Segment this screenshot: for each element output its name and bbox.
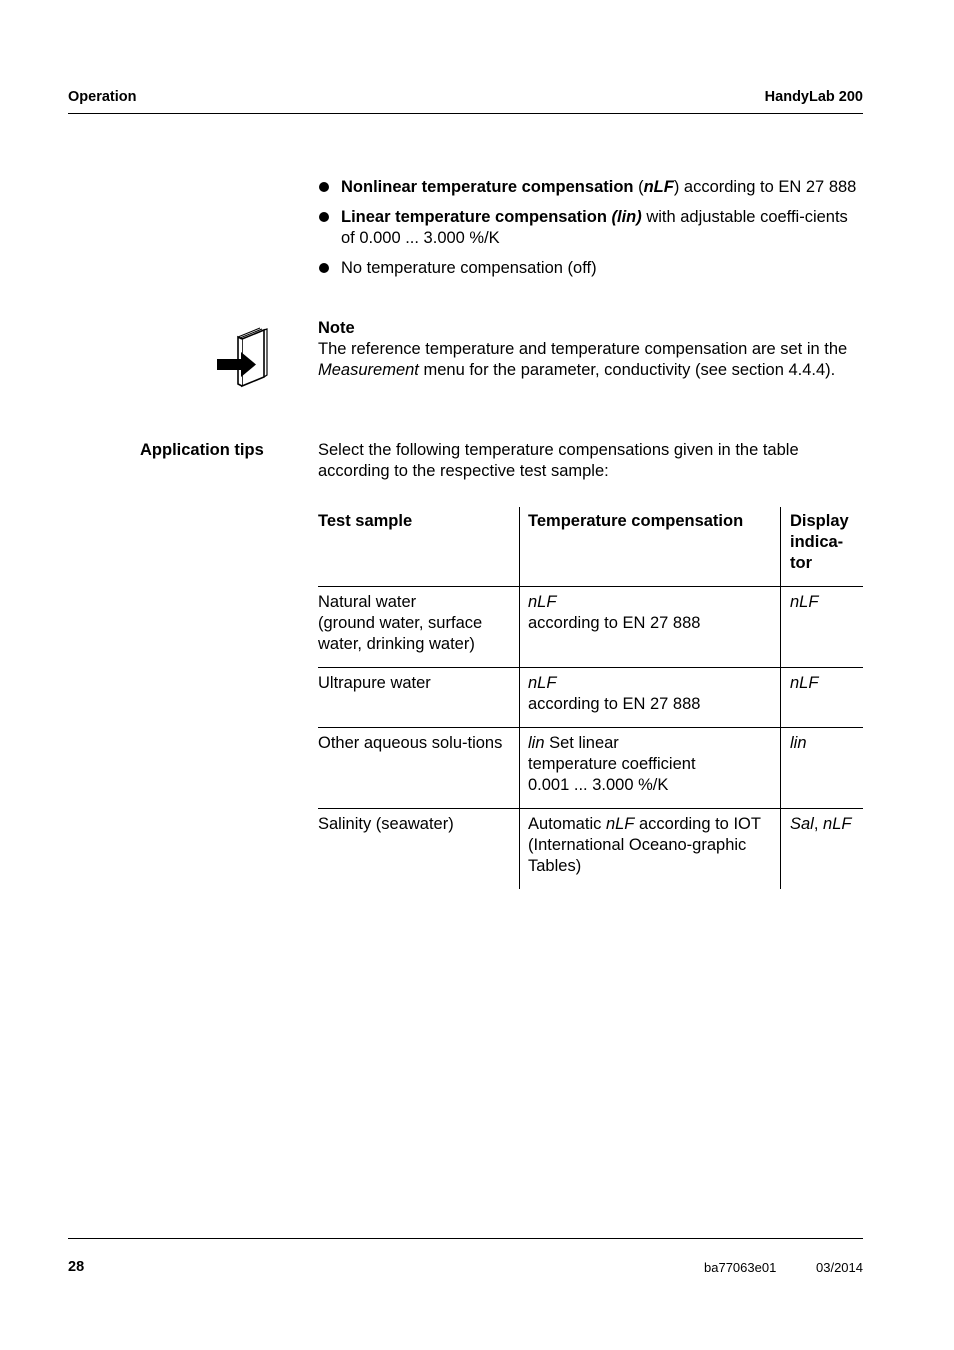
- list-item-text: with adjustable coeffi-cients of 0.000 ... 3.000 %/K: [341, 208, 848, 247]
- table-row: [318, 728, 863, 809]
- list-item: [318, 177, 863, 198]
- header-rule: [68, 113, 863, 114]
- cell-display: lin: [781, 728, 864, 809]
- application-tips-heading: Application tips: [140, 441, 264, 459]
- table-row: [318, 809, 863, 890]
- compensation-options-list: [318, 177, 863, 288]
- cell-compensation: lin Set linear temperature coefficient 0.001 ... 3.000 %/K: [520, 728, 781, 809]
- column-header-compensation: Temperature compensation: [520, 507, 781, 587]
- display-code: (lin): [611, 208, 642, 226]
- list-item-bold: Linear temperature compensation: [341, 208, 607, 226]
- cell-test-sample: Ultrapure water: [318, 668, 520, 728]
- menu-name: Measurement: [318, 361, 419, 379]
- column-header-display: Display indica-tor: [781, 507, 864, 587]
- document-date: 03/2014: [816, 1260, 863, 1275]
- cell-display: nLF: [781, 668, 864, 728]
- table-row: [318, 668, 863, 728]
- table-row: [318, 587, 863, 668]
- running-header-section: Operation: [68, 89, 137, 105]
- cell-compensation: nLF according to EN 27 888: [520, 668, 781, 728]
- list-item: [318, 207, 863, 249]
- cell-test-sample: Salinity (seawater): [318, 815, 454, 833]
- list-item: [318, 258, 863, 279]
- list-item-text: ) according to EN 27 888: [673, 178, 857, 196]
- note-text: The reference temperature and temperature compensation are set in the Measurement menu for the parameter, conductivity (see section 4.4.4).: [318, 340, 848, 379]
- note-block: [318, 318, 863, 381]
- list-item-paren: (: [633, 178, 644, 196]
- cell-test-sample: Natural water (ground water, surface water, drinking water): [318, 587, 520, 668]
- application-tips-intro: Select the following temperature compensations given in the table according to the respective test sample:: [318, 441, 799, 480]
- cell-test-sample: Other aqueous solu-tions: [318, 728, 520, 809]
- cell-compensation: nLF according to EN 27 888: [520, 587, 781, 668]
- compensation-table: [318, 507, 863, 889]
- cell-display: nLF: [781, 587, 864, 668]
- table-header-row: [318, 507, 863, 587]
- list-item-bold: Nonlinear temperature compensation: [341, 178, 634, 196]
- list-item-text: No temperature compensation (off): [341, 259, 597, 277]
- book-arrow-icon: [214, 325, 274, 391]
- note-title: Note: [318, 319, 355, 337]
- running-header-product: HandyLab 200: [764, 89, 863, 105]
- column-header-test-sample: Test sample: [318, 507, 520, 587]
- document-id: ba77063e01: [704, 1260, 777, 1275]
- page-number: 28: [68, 1259, 85, 1275]
- display-code: nLF: [643, 178, 674, 196]
- cell-display: Sal, nLF: [781, 809, 864, 890]
- footer-rule: [68, 1238, 863, 1239]
- cell-compensation: Automatic nLF according to IOT (International Oceano-graphic Tables): [520, 809, 781, 890]
